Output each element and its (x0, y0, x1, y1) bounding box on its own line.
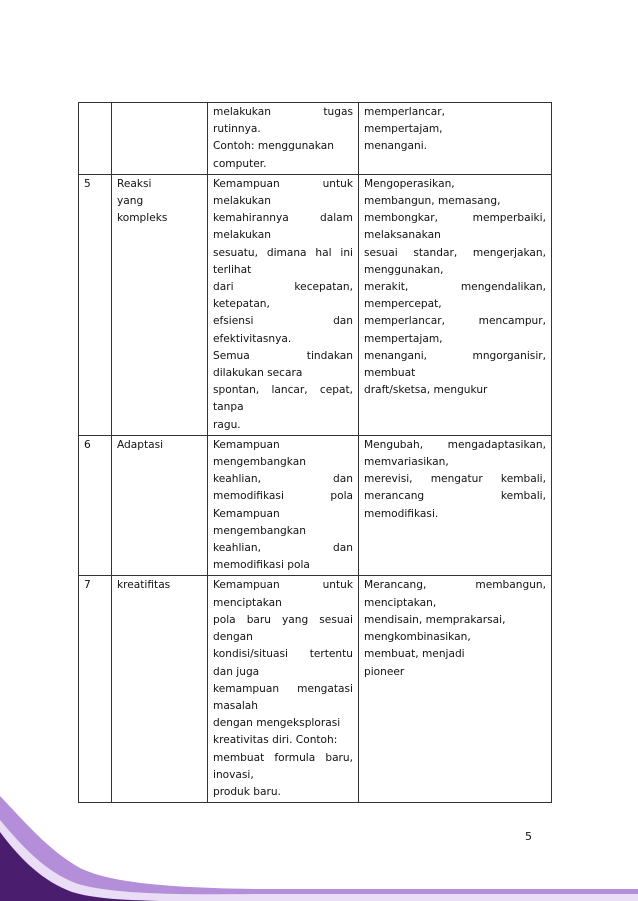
definition-line: inovasi, (213, 768, 254, 781)
verb-line: mengkombinasikan, (364, 631, 471, 644)
cell-number: 6 (79, 435, 112, 576)
cell-number: 5 (79, 174, 112, 435)
definition-line: efsiensi dan (213, 315, 353, 328)
definition-line: menciptakan (213, 596, 282, 609)
definition-line: computer. (213, 157, 267, 170)
definition-line: kondisi/situasi tertentu (213, 648, 353, 661)
definition-line: keahlian, dan (213, 473, 353, 486)
definition-line: kreativitas diri. Contoh: (213, 734, 338, 747)
light-purple-wave (0, 796, 638, 901)
white-wave-stripe (0, 820, 638, 901)
verb-line: mempercepat, (364, 298, 442, 311)
definition-line: dilakukan secara (213, 367, 303, 380)
definition-line: Kemampuan (213, 507, 280, 520)
verb-line: sesuai standar, mengerjakan, (364, 246, 546, 259)
definition-line: rutinnya. (213, 123, 261, 136)
definition-line: kemampuan mengatasi (213, 682, 353, 695)
verb-line: memodifikasi. (364, 507, 439, 520)
definition-line: mengembangkan (213, 456, 306, 469)
definition-line: efektivitasnya. (213, 332, 292, 345)
category-line: Adaptasi (117, 438, 164, 451)
verb-line: draft/sketsa, mengukur (364, 384, 488, 397)
category-line: kreatifitas (117, 579, 171, 592)
definition-line: melakukan tugas (213, 106, 353, 118)
verb-line: membuat (364, 367, 416, 380)
page-number: 5 (525, 830, 532, 843)
verb-line: merevisi, mengatur kembali, (364, 473, 546, 486)
definition-line: sesuatu, dimana hal ini (213, 246, 353, 259)
verb-line: menciptakan, (364, 596, 437, 609)
definition-line: dan juga (213, 665, 260, 678)
verb-line: Merancang, membangun, (364, 579, 546, 592)
definition-line: ragu. (213, 418, 241, 431)
definition-line: melakukan (213, 229, 271, 242)
definition-line: mengembangkan (213, 524, 306, 537)
verb-line: merancang kembali, (364, 490, 546, 503)
verb-line: Mengubah, mengadaptasikan, (364, 438, 546, 451)
definition-line: Semua tindakan (213, 349, 353, 362)
definition-line: spontan, lancar, cepat, (213, 384, 353, 397)
definition-line: dengan (213, 631, 253, 644)
verb-line: membuat, menjadi (364, 648, 465, 661)
definition-line: Kemampuan untuk (213, 579, 353, 592)
verb-line: memperlancar, (364, 106, 445, 118)
category-line: Reaksi (117, 177, 152, 190)
verb-line: merakit, mengendalikan, (364, 281, 546, 294)
definition-line: dari kecepatan, (213, 281, 353, 294)
definition-line: ketepatan, (213, 298, 270, 311)
definition-line: masalah (213, 699, 258, 712)
verb-line: mempertajam, (364, 123, 443, 136)
cell-number: 7 (79, 576, 112, 803)
definition-line: Kemampuan (213, 438, 280, 451)
definition-line: terlihat (213, 263, 252, 276)
category-line: yang (117, 195, 144, 208)
verb-line: membongkar, memperbaiki, (364, 212, 546, 225)
definition-line: produk baru. (213, 785, 281, 798)
verb-line: menggunakan, (364, 263, 444, 276)
verb-line: mempertajam, (364, 332, 443, 345)
definition-line: memodifikasi pola (213, 490, 353, 503)
verb-line: mendisain, memprakarsai, (364, 613, 506, 626)
definition-line: memodifikasi pola (213, 559, 310, 572)
definition-line: melakukan (213, 195, 271, 208)
category-line: kompleks (117, 212, 168, 225)
verb-line: melaksanakan (364, 229, 441, 242)
definition-line: pola baru yang sesuai (213, 613, 353, 626)
verb-line: pioneer (364, 665, 405, 678)
verb-line: membangun, memasang, (364, 195, 501, 208)
definition-line: dengan mengeksplorasi (213, 717, 341, 730)
verb-line: memperlancar, mencampur, (364, 315, 546, 328)
verb-line: menangani. (364, 140, 427, 153)
definition-line: tanpa (213, 401, 244, 414)
definition-line: Kemampuan untuk (213, 177, 353, 190)
definition-line: keahlian, dan (213, 542, 353, 555)
definition-line: Contoh: menggunakan (213, 140, 334, 153)
definition-line: kemahirannya dalam (213, 212, 353, 225)
verb-line: menangani, mngorganisir, (364, 349, 546, 362)
verb-line: memvariasikan, (364, 456, 449, 469)
verb-line: Mengoperasikan, (364, 177, 455, 190)
definition-line: membuat formula baru, (213, 751, 353, 764)
